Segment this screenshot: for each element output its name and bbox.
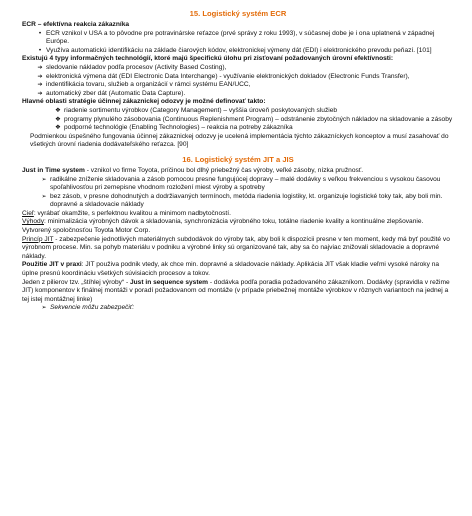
strategy-item-text: programy plynulého zásobovania (Continuous Replenishment Program) – odstránenie zbytočných nákladov na skladovanie a zásoby <box>64 115 453 123</box>
princip-label: Princíp JIT <box>22 235 54 243</box>
tech-item-text: elektronická výmena dát (EDI Electronic Data Interchange) - využívanie elektronických dokladov (Electronic Funds Transfer), <box>46 72 410 80</box>
ecr-point <box>22 30 454 47</box>
strategy-item-text: podporné technológie (Enabling Technologies) – reakcia na potreby zákazníka <box>64 124 293 132</box>
ciel-text: : vyrábať okamžite, s perfektnou kvalitou a minimom nadbytočností. <box>33 209 231 217</box>
jit-point <box>22 176 454 193</box>
ciel-label: Cieľ <box>22 209 34 217</box>
vyhody-text: : minimalizácia výrobných dávok a skladovania, synchronizácia výrobného toku, totálne riadenie kvality a kontinuálne zlepšovanie. Vytvorený spoločnosťou Toyota Motor Corp. <box>22 218 424 235</box>
it-types-intro: Existujú 4 typy informačných technológií, ktoré majú špecifickú úlohu pri zisťovaní požadovaných úrovní efektívnosti: <box>22 55 394 63</box>
pouzitie-line <box>22 261 454 278</box>
pouzitie-text: : JIT použiva podnik vtedy, ak chce min. dopravné a skladovacie náklady. Aplikácia JIT však kladie veľmi vysoké nároky na úplne presnú koordináciu všetkých súvisiacich procesov a tokov. <box>22 261 440 278</box>
princip-line <box>22 236 454 262</box>
arrow-bullet-icon: ➢ <box>41 176 47 183</box>
arrow-bullet-icon: ➢ <box>41 193 47 200</box>
strategy-item <box>22 107 454 116</box>
ciel-line <box>22 210 454 219</box>
jis-line <box>22 279 454 305</box>
ecr-point-text: Využíva automatickú identifikáciu na základe čiarových kódov, elektronickej výmeny dát (EDI) i elektronického prevodu peňazí. [101] <box>46 46 432 54</box>
bullet-dot-icon: • <box>38 29 42 37</box>
sekvencie-line <box>22 304 454 313</box>
pouzitie-label: Použitie JIT v praxi <box>22 261 82 269</box>
arrow-bullet-icon: ➔ <box>37 90 43 97</box>
section-16-heading: 16. Logistický systém JIT a JIS <box>182 154 294 164</box>
jit-definition <box>22 167 454 176</box>
tech-item <box>22 90 454 99</box>
arrow-bullet-icon: ➔ <box>37 82 43 89</box>
bullet-dot-icon: • <box>38 46 42 54</box>
strategy-item <box>22 116 454 125</box>
jit-point <box>22 193 454 210</box>
tech-item-text: indentifikácia tovaru, služieb a organizácií v rámci systému EAN/UCC, <box>46 81 251 89</box>
ecr-point-text: ECR vznikol v USA a to pôvodne pre potravinárske reťazce (prvé správy z roku 1993), v súčasnej dobe je i ona uplatnená v západnej Európe. <box>46 29 435 46</box>
ecr-title: ECR – efektívna reakcia zákazníka <box>22 21 130 28</box>
diamond-bullet-icon: ❖ <box>55 124 61 132</box>
document-page <box>22 8 454 313</box>
jit-point-text: radikálne zníženie skladovania a zásob pomocou presne fungujúcej dopravy – malé dodávky s veľkou frekvenciou s vysokou časovou spoľahlivosťou pri zemepisne vhodnom rozložení miest výroby a spotreby <box>50 175 441 192</box>
vyhody-line <box>22 218 454 235</box>
arrow-bullet-icon: ➔ <box>37 73 43 80</box>
strategy-title: Hlavné oblasti stratégie účinnej zákaznickej odozvy je možné definovať takto: <box>22 98 266 106</box>
vyhody-label: Výhody <box>22 218 44 226</box>
strategy-item <box>22 124 454 133</box>
strategy-item-text: riadenie sortimentu výrobkov (Category Management) – vyššia úroveň poskytovaných služieb <box>64 106 338 114</box>
tech-item-text: automatický zber dát (Automatic Data Capture). <box>46 89 186 97</box>
jit-point-text: bez zásob, v presne dohodnutých a dodržiavaných termínoch, metóda riadenia logistiky, kt. organizuje logistické toky tak, aby boli min. dopravné a skladovacie náklady <box>50 192 443 209</box>
jit-term: Just in Time system <box>22 166 85 174</box>
tech-item <box>22 64 454 73</box>
section-15-heading: 15. Logistický systém ECR <box>189 9 287 18</box>
jis-intro: Jeden z pilierov tzv. „štíhlej výroby“ - <box>22 278 130 286</box>
diamond-bullet-icon: ❖ <box>55 106 61 114</box>
arrow-bullet-icon: ➔ <box>37 64 43 71</box>
tech-item-text: sledovanie nákladov podľa procesov (Activity Based Costing), <box>46 63 227 71</box>
princip-text: - zabezpečenie jednotlivých materiálnych subdodávok do výroby tak, aby boli k dispozícii presne v ten moment, kedy má byť použité vo výrobnom procese. Min. sa pohyb materiálu v podniku a výrobné linky sú organizované tak, aby sa čo najviac znižovali skladovacie a dopravné náklady. <box>22 235 450 260</box>
sekvencie-text: Sekvencie môžu zabezpečiť: <box>50 304 135 312</box>
jit-definition-text: - vznikol vo firme Toyota, príčinou bol dlhý priebežný čas výroby, veľké zásoby, nízka pružnosť. <box>84 166 364 174</box>
jis-text: - dodávka podľa poradia požadovaného zákazníkom. Dodávky (spravidla v režime JIT) komponentov k finálnej montáži v poradí požadovanom od montáže (v prípade priebežnej montáže výrobkov v rôznych variantoch na jednej a tej istej montážnej linke) <box>22 278 450 303</box>
jis-term: Just in sequence system <box>129 278 209 286</box>
diamond-bullet-icon: ❖ <box>55 115 61 123</box>
ecr-point <box>22 47 454 56</box>
arrow-bullet-icon: ➢ <box>41 305 47 312</box>
closing-paragraph: Podmienkou úspešného fungovania účinnej zákaznickej odozvy je ucelená implementácia týchto zákazníckych konceptov a musí zasahovať do všetkých úrovní riadenia dodávateľského reťazca. [90] <box>30 132 449 149</box>
tech-item <box>22 73 454 82</box>
tech-item <box>22 81 454 90</box>
